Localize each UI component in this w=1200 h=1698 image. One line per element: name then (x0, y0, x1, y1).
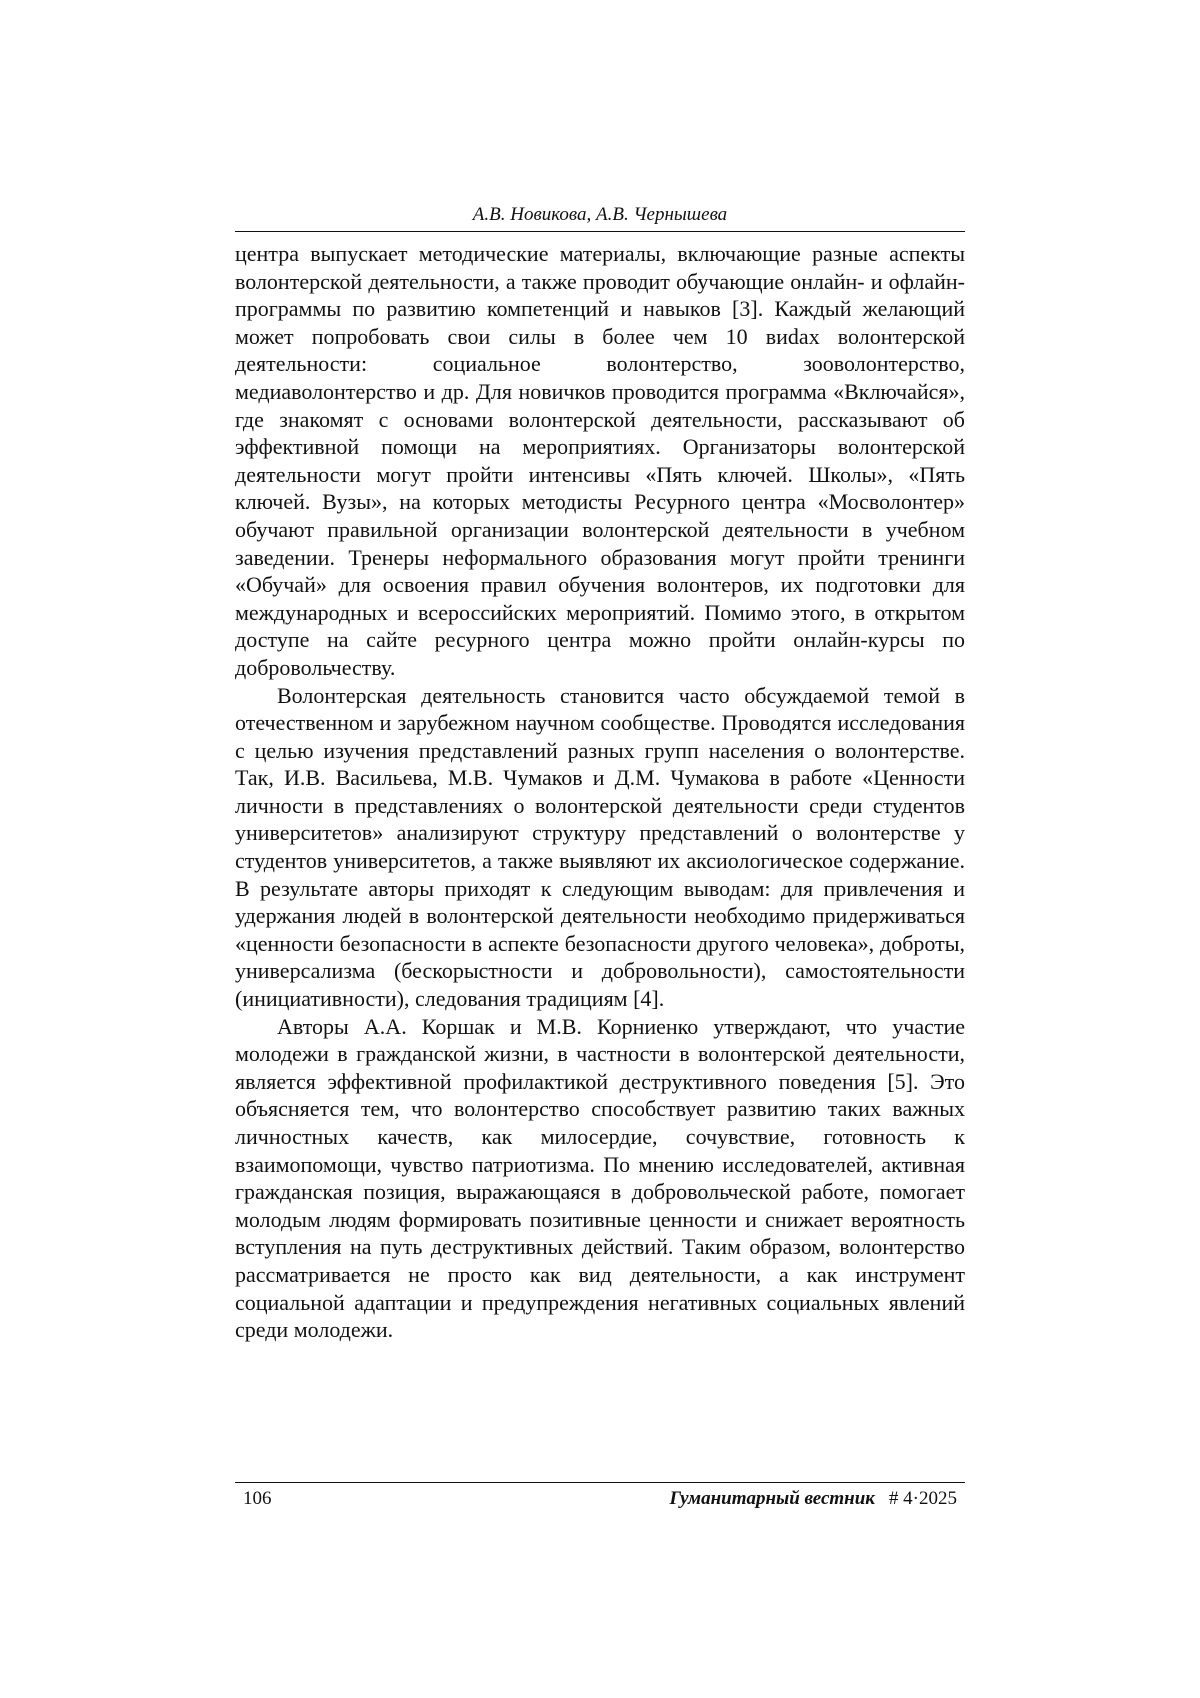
paragraph-2: Волонтерская деятельность становится часто обсуждаемой темой в отечественном и зарубежном научном сообществе. Проводятся исследования с целью изучения представлений разных групп населения о волонтерстве. Так, И.В. Васильева, М.В. Чумаков и Д.М. Чумакова в работе «Ценности личности в представлениях о волонтерской деятельности среди студентов университетов» анализируют структуру представлений о волонтерстве у студентов университетов, а также выявляют их аксиологическое содержание. В результате авторы приходят к следующим выводам: для привлечения и удержания людей в волонтерской деятельности необходимо придерживаться «ценности безопасности в аспекте безопасности другого человека», доброты, универсализма (бескорыстности и добровольности), самостоятельности (инициативности), следования традициям [4]. (235, 682, 965, 1012)
article-body (235, 240, 965, 1344)
page-content (235, 203, 965, 1344)
running-head-authors: А.В. Новикова, А.В. Чернышева (235, 203, 965, 232)
page-number: 106 (243, 1488, 272, 1509)
journal-issue: # 4·2025 (888, 1488, 957, 1509)
paragraph-1: центра выпускает методические материалы, включающие разные аспекты волонтерской деятельности, а также проводит обучающие онлайн- и офлайн-программы по развитию компетенций и навыков [3]. Каждый желающий может попробовать свои силы в более чем 10 виdах волонтерской деятельности: социальное волонтерство, зооволонтерство, медиаволонтерство и др. Для новичков проводится программа «Включайся», где знакомят с основами волонтерской деятельности, рассказывают об эффективной помощи на мероприятиях. Организаторы волонтерской деятельности могут пройти интенсивы «Пять ключей. Школы», «Пять ключей. Вузы», на которых методисты Ресурного центра «Мосволонтер» обучают правильной организации волонтерской деятельности в учебном заведении. Тренеры неформального образования могут пройти тренинги «Обучай» для освоения правил обучения волонтеров, их подготовки для международных и всероссийских мероприятий. Помимо этого, в открытом доступе на сайте ресурного центра можно пройти онлайн-курсы по добровольчеству. (235, 241, 965, 680)
paragraph-3: Авторы А.А. Коршак и М.В. Корниенко утверждают, что участие молодежи в гражданской жизни, в частности в волонтерской деятельности, является эффективной профилактикой деструктивного поведения [5]. Это объясняется тем, что волонтерство способствует развитию таких важных личностных качеств, как милосердие, сочувствие, готовность к взаимопомощи, чувство патриотизма. По мнению исследователей, активная гражданская позиция, выражающаяся в добровольческой работе, помогает молодым людям формировать позитивные ценности и снижает вероятность вступления на путь деструктивных действий. Таким образом, волонтерство рассматривается не просто как вид деятельности, а как инструмент социальной адаптации и предупреждения негативных социальных явлений среди молодежи. (235, 1013, 965, 1343)
journal-info (669, 1487, 965, 1511)
page-footer (235, 1482, 965, 1511)
journal-name: Гуманитарный вестник (669, 1488, 875, 1509)
